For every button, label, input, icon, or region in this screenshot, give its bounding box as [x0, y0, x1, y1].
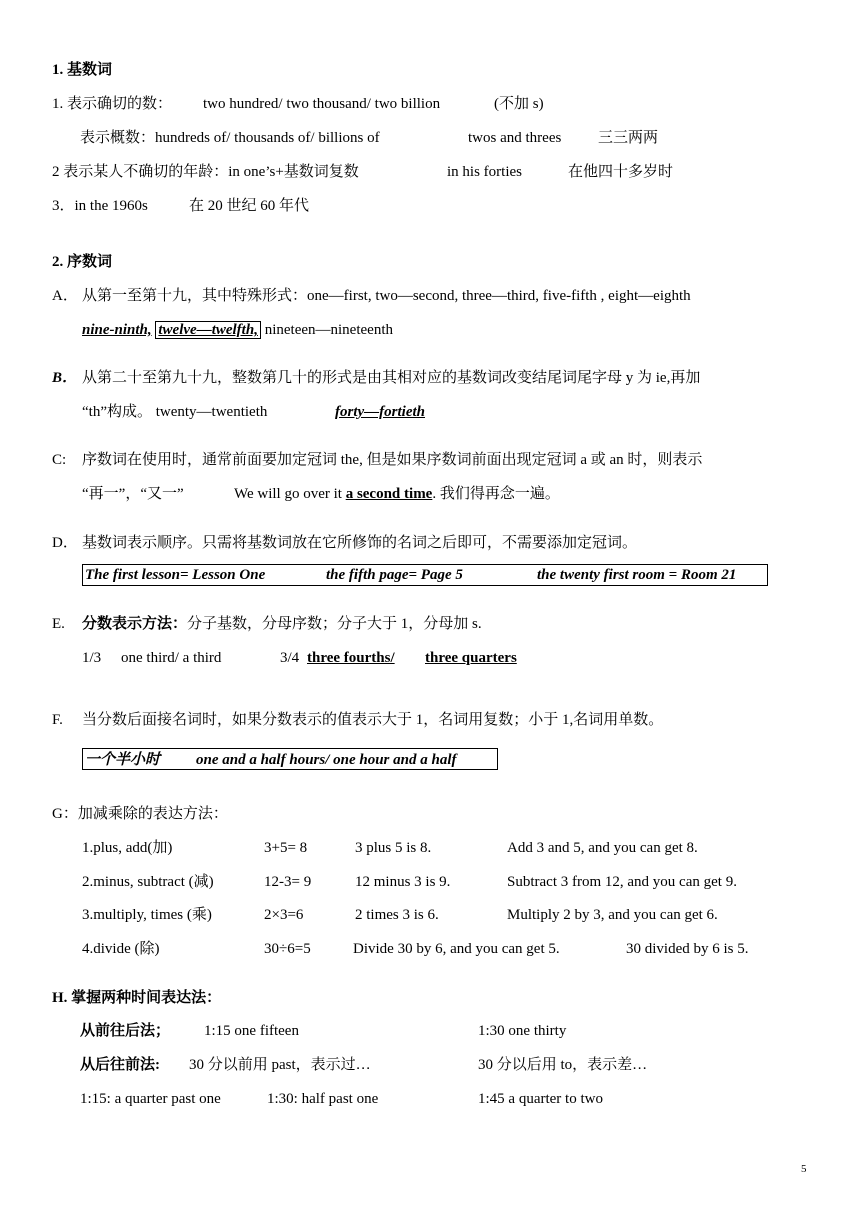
item-a-line-1: 从第一至第十九，其中特殊形式：one—first, two—second, three—third, five-fifth , eight—eighth [82, 288, 691, 304]
fraction-1-text: one third/ a third [121, 650, 222, 666]
item-e-title: 分数表示方法： [82, 616, 188, 632]
fraction-1: 1/3 [82, 650, 102, 666]
item-f-example-cn: 一个半小时 [85, 752, 161, 768]
section-1-heading: 1. 基数词 [52, 62, 113, 78]
item-c-label: C: [52, 452, 67, 468]
g-row-2-op: 2.minus, subtract (减) [82, 874, 214, 890]
g-row-2-sentence: Subtract 3 from 12, and you can get 9. [507, 874, 737, 890]
h-row-2-title: 从后往前法: [80, 1057, 160, 1073]
g-row-3-op: 3.multiply, times (乘) [82, 907, 212, 923]
h-row-2-rule2: 30 分以后用 to，表示差… [478, 1057, 648, 1073]
cardinal-line-1-text: two hundred/ two thousand/ two billion [203, 96, 441, 112]
item-f-example-en: one and a half hours/ one hour and a half [196, 752, 457, 768]
h-row-3-ex3: 1:45 a quarter to two [478, 1091, 603, 1107]
cardinal-line-3-label: 2 表示某人不确切的年龄：in one’s+基数词复数 [52, 164, 359, 180]
cardinal-line-4-note: 在 20 世纪 60 年代 [189, 198, 310, 214]
g-row-4-sentence: 30 divided by 6 is 5. [626, 941, 749, 957]
section-2-heading: 2. 序数词 [52, 254, 113, 270]
item-c-translation: . 我们得再念一遍。 [432, 486, 560, 502]
g-row-1-op: 1.plus, add(加) [82, 840, 173, 856]
h-row-1-ex1: 1:15 one fifteen [204, 1023, 299, 1039]
g-row-1-sentence: Add 3 and 5, and you can get 8. [507, 840, 698, 856]
h-row-2-rule1: 30 分以前用 past，表示过… [189, 1057, 371, 1073]
page-number: 5 [801, 1163, 807, 1175]
g-row-3-read: 2 times 3 is 6. [355, 907, 439, 923]
item-f-label: F. [52, 712, 63, 728]
cardinal-line-4-label: 3．in the 1960s [52, 198, 148, 214]
g-row-4-read: Divide 30 by 6, and you can get 5. [353, 941, 560, 957]
a-second-time-example: a second time [345, 486, 433, 502]
item-g-label: G：加减乘除的表达方法： [52, 806, 228, 822]
item-h-heading: H. 掌握两种时间表达法： [52, 990, 222, 1006]
item-f-line-1: 当分数后面接名词时，如果分数表示的值表示大于 1，名词用复数；小于 1,名词用单数。 [82, 712, 664, 728]
item-d-example-1: The first lesson= Lesson One [85, 567, 266, 583]
cardinal-line-1-note: (不加 s) [494, 96, 544, 112]
cardinal-line-1-label: 1. 表示确切的数： [52, 96, 173, 112]
cardinal-line-3-text: in his forties [447, 164, 522, 180]
g-row-2-eq: 12-3= 9 [264, 874, 312, 890]
item-b-label: B． [52, 370, 78, 386]
item-e-label: E. [52, 616, 65, 632]
h-row-3-ex2: 1:30: half past one [267, 1091, 379, 1107]
forty-fortieth-example: forty—fortieth [335, 404, 425, 420]
item-d-example-2: the fifth page= Page 5 [326, 567, 463, 583]
fraction-2-text: three fourths/ [307, 650, 395, 666]
fraction-2-alt: three quarters [425, 650, 517, 666]
g-row-3-sentence: Multiply 2 by 3, and you can get 6. [507, 907, 718, 923]
item-c-sentence: We will go over it [234, 486, 346, 502]
fraction-2: 3/4 [280, 650, 300, 666]
g-row-4-op: 4.divide (除) [82, 941, 160, 957]
g-row-2-read: 12 minus 3 is 9. [355, 874, 451, 890]
nine-ninth-example: nine-ninth, [82, 322, 152, 338]
item-c-line-2a: “再一”，“又一” [82, 486, 184, 502]
item-e-rule: 分子基数，分母序数；分子大于 1，分母加 s. [187, 616, 482, 632]
item-a-label: A． [52, 288, 78, 304]
item-d-example-3: the twenty first room = Room 21 [537, 567, 737, 583]
h-row-1-title: 从前往后法； [80, 1023, 171, 1039]
item-b-line-2: “th”构成。 twenty—twentieth [82, 404, 268, 420]
item-b-line-1: 从第二十至第九十九，整数第几十的形式是由其相对应的基数词改变结尾词尾字母 y 为 ie,再加 [82, 370, 701, 386]
g-row-3-eq: 2×3=6 [264, 907, 304, 923]
item-d-line-1: 基数词表示顺序。只需将基数词放在它所修饰的名词之后即可，不需要添加定冠词。 [82, 535, 638, 551]
item-c-line-2b [234, 485, 560, 503]
cardinal-line-2-label: 表示概数：hundreds of/ thousands of/ billions of [80, 130, 380, 146]
cardinal-line-2-text: twos and threes [468, 130, 562, 146]
item-c-line-1: 序数词在使用时，通常前面要加定冠词 the, 但是如果序数词前面出现定冠词 a 或 an 时，则表示 [82, 452, 703, 468]
h-row-3-ex1: 1:15: a quarter past one [80, 1091, 221, 1107]
g-row-1-read: 3 plus 5 is 8. [355, 840, 432, 856]
h-row-1-ex2: 1:30 one thirty [478, 1023, 567, 1039]
twelve-twelfth-example: twelve—twelfth, [155, 321, 261, 339]
item-a-line-2 [82, 321, 393, 339]
item-d-label: D． [52, 535, 78, 551]
g-row-1-eq: 3+5= 8 [264, 840, 308, 856]
g-row-4-eq: 30÷6=5 [264, 941, 311, 957]
item-e-line-1 [82, 615, 482, 633]
nineteen-example: nineteen—nineteenth [260, 322, 393, 338]
cardinal-line-2-note: 三三两两 [598, 130, 659, 146]
cardinal-line-3-note: 在他四十多岁时 [568, 164, 674, 180]
